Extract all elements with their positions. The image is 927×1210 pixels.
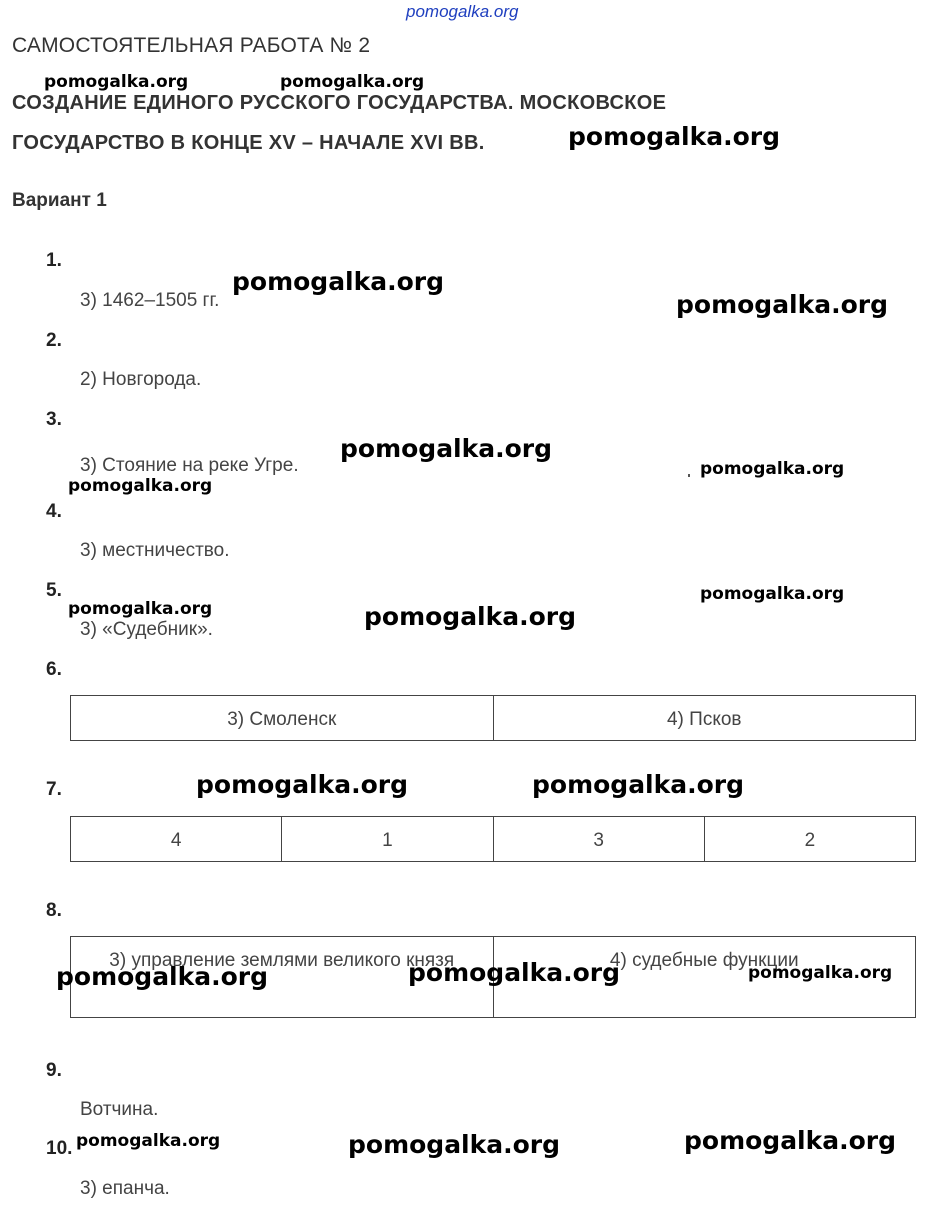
answer-1: 3) 1462–1505 гг. [80, 290, 220, 311]
watermark: pomogalka.org [348, 1130, 561, 1159]
variant-heading: Вариант 1 [12, 190, 107, 211]
table-row [71, 817, 916, 862]
site-url[interactable]: pomogalka.org [406, 2, 519, 21]
question-number-4: 4. [46, 501, 62, 522]
question-number-5: 5. [46, 580, 62, 601]
watermark: pomogalka.org [44, 72, 189, 92]
watermark: pomogalka.org [568, 122, 781, 151]
question-number-6: 6. [46, 659, 62, 680]
watermark: pomogalka.org [56, 962, 269, 991]
watermark: pomogalka.org [700, 459, 845, 479]
answer-9: Вотчина. [80, 1099, 159, 1120]
table-cell: 3 [493, 817, 704, 862]
watermark: pomogalka.org [196, 770, 409, 799]
watermark: pomogalka.org [68, 599, 213, 619]
watermark: pomogalka.org [408, 958, 621, 987]
table-cell: 2 [704, 817, 915, 862]
watermark: pomogalka.org [340, 434, 553, 463]
answer-2: 2) Новгорода. [80, 369, 202, 390]
work-title: САМОСТОЯТЕЛЬНАЯ РАБОТА № 2 [12, 34, 371, 57]
table-cell: 3) Смоленск [71, 696, 494, 741]
table-cell: 4) Псков [493, 696, 916, 741]
topic-title-line-1: СОЗДАНИЕ ЕДИНОГО РУССКОГО ГОСУДАРСТВА. МОСКОВСКОЕ [12, 92, 667, 114]
topic-title-line-2: ГОСУДАРСТВО В КОНЦЕ XV – НАЧАЛЕ XVI ВВ. [12, 132, 485, 154]
question-number-10: 10. [46, 1138, 73, 1159]
question-number-7: 7. [46, 779, 62, 800]
answer-table-7 [70, 816, 916, 862]
question-number-2: 2. [46, 330, 62, 351]
table-cell: 1 [282, 817, 493, 862]
question-number-1: 1. [46, 250, 62, 271]
table-cell: 4 [71, 817, 282, 862]
answer-3: 3) Стояние на реке Угре. [80, 455, 299, 476]
watermark: pomogalka.org [364, 602, 577, 631]
table-row [71, 696, 916, 741]
table-cell: 3) управление землями великого князя [71, 937, 494, 1018]
table-cell: 4) судебные функции [493, 937, 916, 1018]
question-number-9: 9. [46, 1060, 62, 1081]
watermark: pomogalka.org [684, 1126, 897, 1155]
answer-10: 3) епанча. [80, 1178, 170, 1199]
watermark: pomogalka.org [232, 267, 445, 296]
watermark: pomogalka.org [748, 963, 893, 983]
answer-4: 3) местничество. [80, 540, 230, 561]
watermark: pomogalka.org [676, 290, 889, 319]
question-number-3: 3. [46, 409, 62, 430]
answer-5: 3) «Судебник». [80, 619, 213, 640]
watermark: pomogalka.org [532, 770, 745, 799]
stray-mark [688, 474, 690, 477]
watermark: pomogalka.org [280, 72, 425, 92]
watermark: pomogalka.org [700, 584, 845, 604]
question-number-8: 8. [46, 900, 62, 921]
answer-table-6 [70, 695, 916, 741]
watermark: pomogalka.org [76, 1131, 221, 1151]
watermark: pomogalka.org [68, 476, 213, 496]
